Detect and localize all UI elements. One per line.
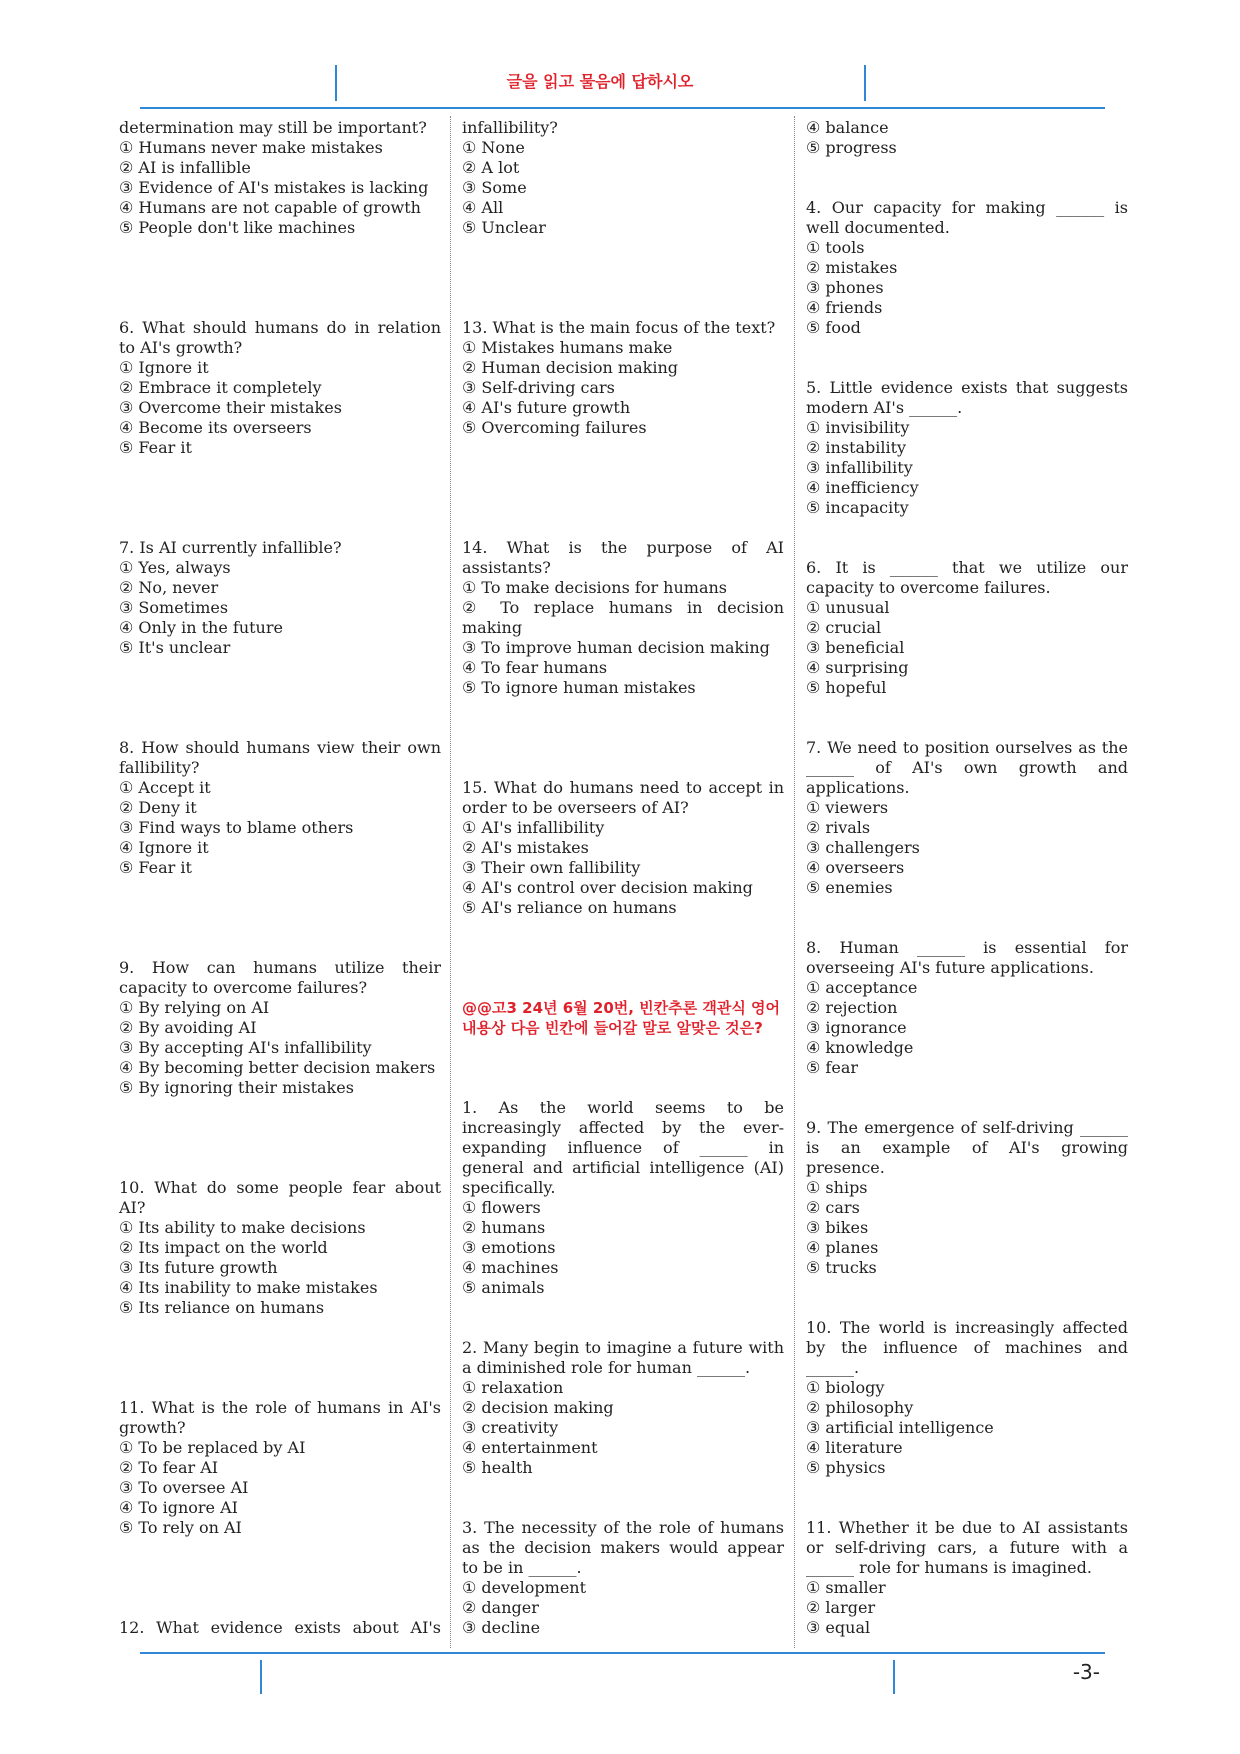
question-block — [806, 1518, 1128, 1638]
question-stem: infallibility? — [462, 118, 558, 137]
question-block — [462, 1098, 784, 1298]
option: ⑤ health — [462, 1458, 533, 1477]
option: ② crucial — [806, 618, 882, 637]
option: ⑤ incapacity — [806, 498, 909, 517]
question-block — [806, 1118, 1128, 1278]
option: ④ overseers — [806, 858, 905, 877]
option: ① None — [462, 138, 525, 157]
option: ⑤ food — [806, 318, 861, 337]
option: ② danger — [462, 1598, 539, 1617]
option: ④ entertainment — [462, 1438, 598, 1457]
option: ④ All — [462, 198, 504, 217]
option: ③ beneficial — [806, 638, 905, 657]
option: ⑤ People don't like machines — [119, 218, 356, 237]
question-stem: 10. The world is increasingly affected by the influence of machines and ______. — [806, 1318, 1128, 1377]
option: ④ friends — [806, 298, 883, 317]
question-stem: 3. The necessity of the role of humans as the decision makers would appear to be in ______. — [462, 1518, 784, 1577]
option: ③ ignorance — [806, 1018, 907, 1037]
option: ② larger — [806, 1598, 876, 1617]
option: ① unusual — [806, 598, 890, 617]
option: ② Deny it — [119, 798, 197, 817]
option: ⑤ It's unclear — [119, 638, 231, 657]
option: ④ To fear humans — [462, 658, 608, 677]
option: ④ AI's future growth — [462, 398, 631, 417]
option: ⑤ By ignoring their mistakes — [119, 1078, 354, 1097]
option: ② rejection — [806, 998, 898, 1017]
option: ① viewers — [806, 798, 889, 817]
question-block — [462, 118, 784, 238]
question-stem: 14. What is the purpose of AI assistants? — [462, 538, 784, 577]
section-instruction-text: 내용상 다음 빈칸에 들어갈 말로 알맞은 것은? — [462, 1019, 763, 1037]
option: ③ creativity — [462, 1418, 559, 1437]
footer-rule — [140, 1652, 1105, 1654]
option: ③ equal — [806, 1618, 871, 1637]
question-block — [462, 1518, 784, 1638]
option: ② AI's mistakes — [462, 838, 589, 857]
option: ③ Overcome their mistakes — [119, 398, 342, 417]
option: ④ machines — [462, 1258, 559, 1277]
question-stem: 11. What is the role of humans in AI's growth? — [119, 1398, 441, 1437]
option: ③ artificial intelligence — [806, 1418, 994, 1437]
option: ⑤ Unclear — [462, 218, 546, 237]
option: ④ AI's control over decision making — [462, 878, 753, 897]
option: ④ knowledge — [806, 1038, 914, 1057]
header-rule — [140, 107, 1105, 109]
footer-left-bar — [260, 1660, 262, 1694]
question-block — [119, 318, 441, 458]
option: ③ Its future growth — [119, 1258, 278, 1277]
page-number: -3- — [1072, 1660, 1100, 1684]
option: ④ surprising — [806, 658, 909, 677]
option: ⑤ fear — [806, 1058, 859, 1077]
option: ③ Find ways to blame others — [119, 818, 354, 837]
option: ④ To ignore AI — [119, 1498, 238, 1517]
option: ③ To oversee AI — [119, 1478, 249, 1497]
question-block — [119, 1178, 441, 1318]
option: ② mistakes — [806, 258, 898, 277]
option: ① By relying on AI — [119, 998, 270, 1017]
option: ① ships — [806, 1178, 868, 1197]
question-block — [462, 318, 784, 438]
footer-right-bar — [893, 1660, 895, 1694]
question-block — [462, 538, 784, 698]
option: ④ inefficiency — [806, 478, 919, 497]
option: ④ Its inability to make mistakes — [119, 1278, 378, 1297]
option: ① Mistakes humans make — [462, 338, 673, 357]
question-stem: 8. Human ______ is essential for overseeing AI's future applications. — [806, 938, 1128, 977]
option: ③ phones — [806, 278, 884, 297]
question-stem: 1. As the world seems to be increasingly affected by the ever-expanding influence of ______ in general and artificial intelligence (AI) specifically. — [462, 1098, 784, 1197]
option: ② Human decision making — [462, 358, 678, 377]
question-stem: 5. Little evidence exists that suggests modern AI's ______. — [806, 378, 1128, 417]
option: ④ Only in the future — [119, 618, 283, 637]
option: ⑤ enemies — [806, 878, 893, 897]
option: ③ Self-driving cars — [462, 378, 615, 397]
question-block — [119, 118, 441, 238]
question-stem: 9. How can humans utilize their capacity to overcome failures? — [119, 958, 441, 997]
option: ④ Become its overseers — [119, 418, 312, 437]
question-stem: 6. It is ______ that we utilize our capacity to overcome failures. — [806, 558, 1128, 597]
option: ① biology — [806, 1378, 885, 1397]
question-stem: 2. Many begin to imagine a future with a diminished role for human ______. — [462, 1338, 784, 1377]
question-stem: 7. Is AI currently infallible? — [119, 538, 342, 557]
question-stem: 8. How should humans view their own fallibility? — [119, 738, 441, 777]
option: ⑤ AI's reliance on humans — [462, 898, 677, 917]
option: ① smaller — [806, 1578, 886, 1597]
option: ① relaxation — [462, 1378, 564, 1397]
option: ② humans — [462, 1218, 546, 1237]
option: ① To make decisions for humans — [462, 578, 728, 597]
option: ③ Evidence of AI's mistakes is lacking — [119, 178, 429, 197]
question-stem: 10. What do some people fear about AI? — [119, 1178, 441, 1217]
option: ③ emotions — [462, 1238, 556, 1257]
option: ② To replace humans in decision making — [462, 598, 784, 637]
question-stem: 12. What evidence exists about AI's — [119, 1618, 441, 1637]
option: ③ Their own fallibility — [462, 858, 641, 877]
option: ① Ignore it — [119, 358, 209, 377]
option: ② AI is infallible — [119, 158, 251, 177]
option: ① flowers — [462, 1198, 541, 1217]
option: ① Accept it — [119, 778, 211, 797]
option: ① development — [462, 1578, 587, 1597]
option: ③ challengers — [806, 838, 920, 857]
option: ② decision making — [462, 1398, 614, 1417]
option: ① Its ability to make decisions — [119, 1218, 366, 1237]
question-block — [119, 1398, 441, 1538]
page-title: 글을 읽고 물음에 답하시오 — [506, 72, 694, 91]
option: ⑤ physics — [806, 1458, 886, 1477]
option: ① acceptance — [806, 978, 918, 997]
question-block — [806, 118, 1128, 158]
question-block — [119, 538, 441, 658]
option: ② philosophy — [806, 1398, 914, 1417]
option: ① tools — [806, 238, 865, 257]
option: ④ By becoming better decision makers — [119, 1058, 436, 1077]
question-block — [806, 738, 1128, 898]
option: ⑤ Fear it — [119, 438, 192, 457]
question-block — [806, 198, 1128, 338]
option: ③ By accepting AI's infallibility — [119, 1038, 372, 1057]
option: ② cars — [806, 1198, 860, 1217]
question-block — [806, 558, 1128, 698]
option: ② To fear AI — [119, 1458, 219, 1477]
option: ⑤ animals — [462, 1278, 545, 1297]
question-stem: determination may still be important? — [119, 118, 427, 137]
column-separator-1 — [450, 116, 451, 1648]
question-block — [119, 738, 441, 878]
option: ⑤ progress — [806, 138, 897, 157]
option: ④ Humans are not capable of growth — [119, 198, 421, 217]
option: ① Yes, always — [119, 558, 231, 577]
section-header: @@고3 24년 6월 20번, 빈칸추론 객관식 영어 — [462, 999, 781, 1017]
question-stem: 4. Our capacity for making ______ is well documented. — [806, 198, 1128, 237]
option: ⑤ To ignore human mistakes — [462, 678, 696, 697]
option: ④ balance — [806, 118, 889, 137]
option: ③ bikes — [806, 1218, 869, 1237]
option: ③ decline — [462, 1618, 541, 1637]
question-block — [119, 1618, 441, 1638]
option: ⑤ hopeful — [806, 678, 887, 697]
option: ⑤ Overcoming failures — [462, 418, 647, 437]
question-stem: 6. What should humans do in relation to AI's growth? — [119, 318, 441, 357]
option: ① AI's infallibility — [462, 818, 605, 837]
option: ① invisibility — [806, 418, 910, 437]
option: ③ infallibility — [806, 458, 913, 477]
question-stem: 11. Whether it be due to AI assistants or self-driving cars, a future with a ______ role for humans is imagined. — [806, 1518, 1128, 1577]
question-block — [119, 958, 441, 1098]
question-stem: 7. We need to position ourselves as the ______ of AI's own growth and applications. — [806, 738, 1128, 797]
option: ⑤ To rely on AI — [119, 1518, 242, 1537]
option: ③ Some — [462, 178, 527, 197]
question-block — [806, 938, 1128, 1078]
option: ① To be replaced by AI — [119, 1438, 306, 1457]
header-right-bar — [864, 65, 866, 101]
option: ④ planes — [806, 1238, 879, 1257]
option: ⑤ trucks — [806, 1258, 877, 1277]
option: ② Embrace it completely — [119, 378, 322, 397]
question-stem: 13. What is the main focus of the text? — [462, 318, 776, 337]
option: ② instability — [806, 438, 907, 457]
option: ② Its impact on the world — [119, 1238, 328, 1257]
option: ③ Sometimes — [119, 598, 229, 617]
option: ② By avoiding AI — [119, 1018, 257, 1037]
header-left-bar — [335, 65, 337, 101]
question-block — [806, 378, 1128, 518]
question-stem: 9. The emergence of self-driving ______ is an example of AI's growing presence. — [806, 1118, 1128, 1177]
option: ③ To improve human decision making — [462, 638, 770, 657]
option: ② A lot — [462, 158, 520, 177]
question-block — [806, 1318, 1128, 1478]
option: ⑤ Its reliance on humans — [119, 1298, 325, 1317]
question-block — [462, 778, 784, 918]
question-block — [462, 1338, 784, 1478]
option: ⑤ Fear it — [119, 858, 192, 877]
option: ① Humans never make mistakes — [119, 138, 383, 157]
option: ② No, never — [119, 578, 219, 597]
option: ④ Ignore it — [119, 838, 209, 857]
option: ④ literature — [806, 1438, 903, 1457]
option: ② rivals — [806, 818, 871, 837]
section-instruction — [462, 998, 784, 1038]
question-stem: 15. What do humans need to accept in order to be overseers of AI? — [462, 778, 784, 817]
column-separator-2 — [794, 116, 795, 1648]
